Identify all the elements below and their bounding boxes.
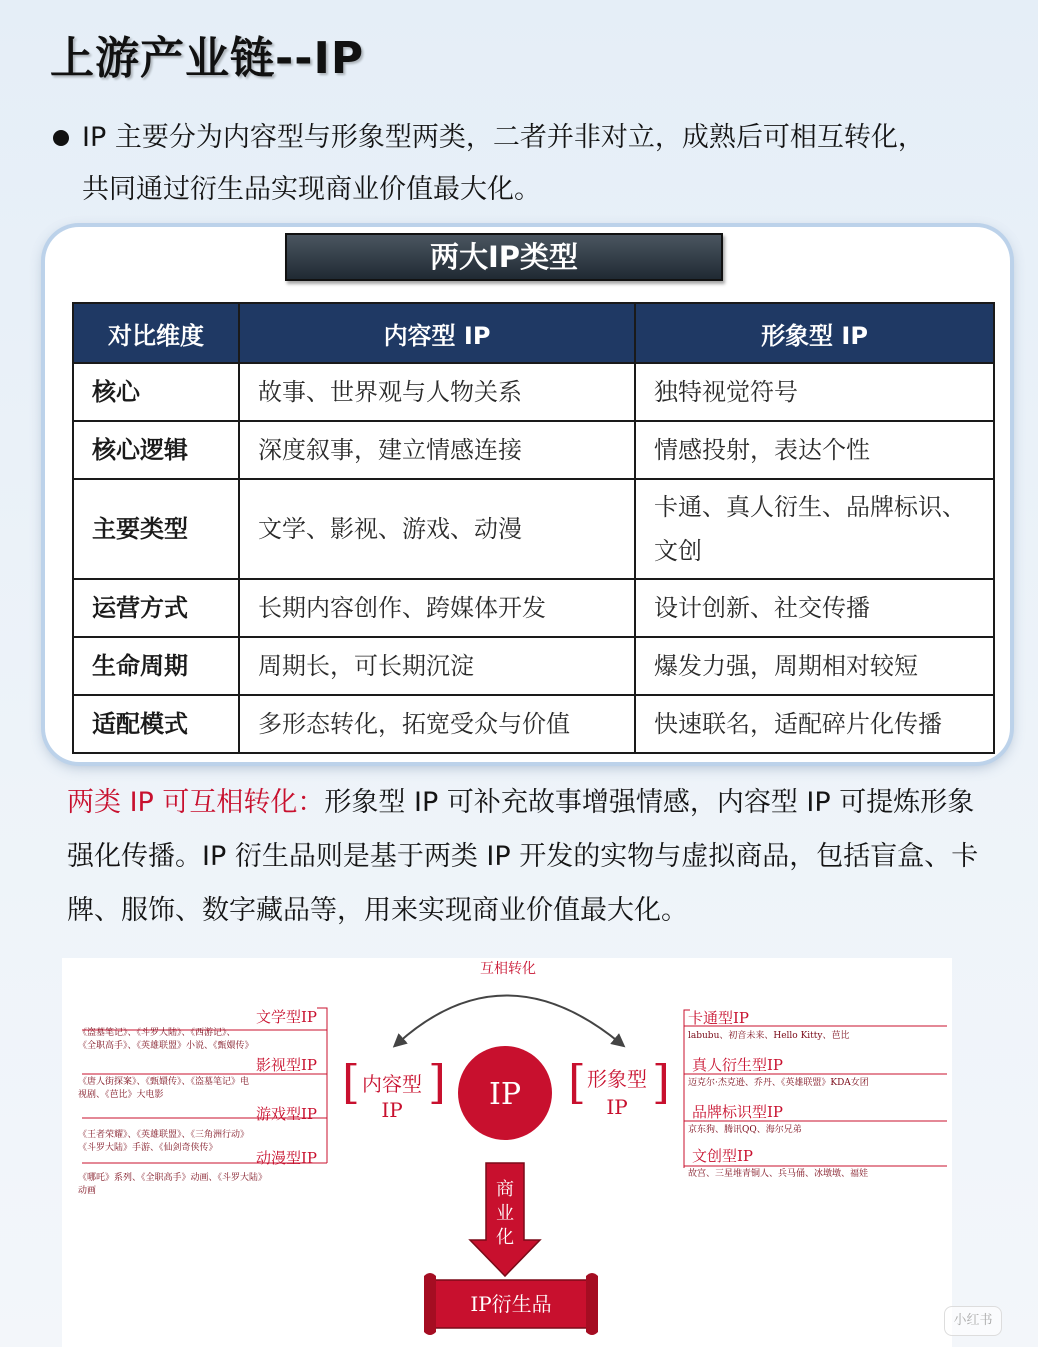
table-row (73, 637, 994, 695)
derivatives-scroll (424, 1273, 598, 1335)
bullet-dot-icon (53, 130, 69, 146)
left-bracket-open-icon: [ (342, 1055, 360, 1109)
row-content-ip: 长期内容创作、跨媒体开发 (239, 579, 635, 637)
left-groups (78, 1008, 327, 1196)
right-node-label-1: 形象型 (587, 1067, 647, 1091)
row-content-ip: 多形态转化，拓宽受众与价值 (239, 695, 635, 753)
paragraph-body: 形象型 IP 可补充故事增强情感，内容型 IP 可提炼形象强化传播。IP 衍生品则是基于两类 IP 开发的实物与虚拟商品，包括盲盒、卡牌、服饰、数字藏品等，用来实现商业价值最大化。 (67, 787, 979, 926)
page-title: 上游产业链--IP (50, 33, 365, 84)
conversion-arc (398, 996, 620, 1044)
header-dimension: 对比维度 (73, 303, 239, 363)
scroll-label: IP衍生品 (470, 1292, 552, 1316)
left-group-line: 《全职高手》、《英雄联盟》小说、《甄嬛传》 (78, 1041, 254, 1051)
left-group-line: 《哪吒》系列、《全职高手》动画、《斗罗大陆》 (78, 1173, 268, 1183)
watermark-logo: 小红书 (944, 1306, 1002, 1336)
left-group-line: 《斗罗大陆》手游、《仙剑奇侠传》 (78, 1143, 218, 1153)
table-row (73, 363, 994, 421)
paragraph-lead: 两类 IP 可互相转化： (67, 787, 325, 818)
left-group-title: 游戏型IP (255, 1105, 317, 1123)
row-image-ip: 卡通、真人衍生、品牌标识、文创 (635, 479, 994, 579)
left-node-label-2: IP (381, 1098, 403, 1122)
right-group-line: 故宫、三星堆青铜人、兵马俑、冰墩墩、福娃 (688, 1169, 869, 1179)
commercialize-char: 商 (496, 1179, 514, 1200)
row-image-ip: 快速联名，适配碎片化传播 (635, 695, 994, 753)
right-group-title: 品牌标识型IP (692, 1103, 784, 1121)
right-group-title: 真人衍生型IP (692, 1056, 784, 1074)
row-dimension: 运营方式 (73, 579, 239, 637)
right-groups (684, 1009, 947, 1179)
row-dimension: 核心逻辑 (73, 421, 239, 479)
right-group-line: 迈克尔·杰克逊、乔丹、《英雄联盟》KDA女团 (688, 1078, 869, 1088)
left-group-title: 文学型IP (255, 1008, 317, 1026)
right-bracket-close-icon: ] (652, 1055, 670, 1109)
arc-label: 互相转化 (480, 961, 536, 977)
right-group-title: 卡通型IP (688, 1009, 750, 1027)
row-dimension: 核心 (73, 363, 239, 421)
left-group-title: 动漫型IP (255, 1149, 317, 1167)
left-group-line: 《唐人街探案》、《甄嬛传》、《盗墓笔记》电 (78, 1077, 250, 1087)
right-group-line: 京东狗、腾讯QQ、海尔兄弟 (688, 1125, 802, 1135)
row-content-ip: 故事、世界观与人物关系 (239, 363, 635, 421)
row-dimension: 生命周期 (73, 637, 239, 695)
header-image-ip: 形象型 IP (635, 303, 994, 363)
row-content-ip: 深度叙事，建立情感连接 (239, 421, 635, 479)
left-group-line: 《盗墓笔记》、《斗罗大陆》、《西游记》、 (78, 1028, 236, 1038)
row-image-ip: 设计创新、社交传播 (635, 579, 994, 637)
table-row (73, 695, 994, 753)
row-image-ip: 情感投射，表达个性 (635, 421, 994, 479)
ip-center-label: IP (488, 1077, 522, 1112)
row-content-ip: 文学、影视、游戏、动漫 (239, 479, 635, 579)
left-node-label-1: 内容型 (362, 1072, 422, 1096)
conversion-paragraph (67, 776, 987, 938)
table-header-row (73, 303, 994, 363)
table-row (73, 421, 994, 479)
left-group-line: 视剧、《芭比》大电影 (78, 1090, 164, 1100)
ip-types-panel (45, 227, 1010, 762)
panel-title: 两大IP类型 (285, 233, 723, 281)
left-group-title: 影视型IP (255, 1056, 317, 1074)
row-image-ip: 独特视觉符号 (635, 363, 994, 421)
row-image-ip: 爆发力强，周期相对较短 (635, 637, 994, 695)
table-row (73, 479, 994, 579)
left-group-line: 《王者荣耀》、《英雄联盟》、《三角洲行动》 (78, 1130, 250, 1140)
row-dimension: 适配模式 (73, 695, 239, 753)
intro-line-2: 共同通过衍生品实现商业价值最大化。 (82, 174, 541, 205)
right-group-title: 文创型IP (692, 1147, 754, 1165)
left-group-line: 动画 (78, 1186, 97, 1196)
row-dimension: 主要类型 (73, 479, 239, 579)
intro-bullet (50, 112, 1010, 216)
table-row (73, 579, 994, 637)
commercialize-char: 化 (496, 1227, 514, 1248)
comparison-table (72, 302, 995, 754)
commercialize-char: 业 (496, 1203, 514, 1224)
row-content-ip: 周期长，可长期沉淀 (239, 637, 635, 695)
right-bracket-open-icon: [ (568, 1055, 586, 1109)
right-group-line: labubu、初音未来、Hello Kitty、芭比 (688, 1031, 850, 1041)
header-content-ip: 内容型 IP (239, 303, 635, 363)
left-bracket-close-icon: ] (428, 1055, 446, 1109)
ip-conversion-diagram (62, 958, 952, 1347)
intro-line-1: IP 主要分为内容型与形象型两类，二者并非对立，成熟后可相互转化， (82, 122, 925, 153)
right-node-label-2: IP (606, 1095, 628, 1119)
